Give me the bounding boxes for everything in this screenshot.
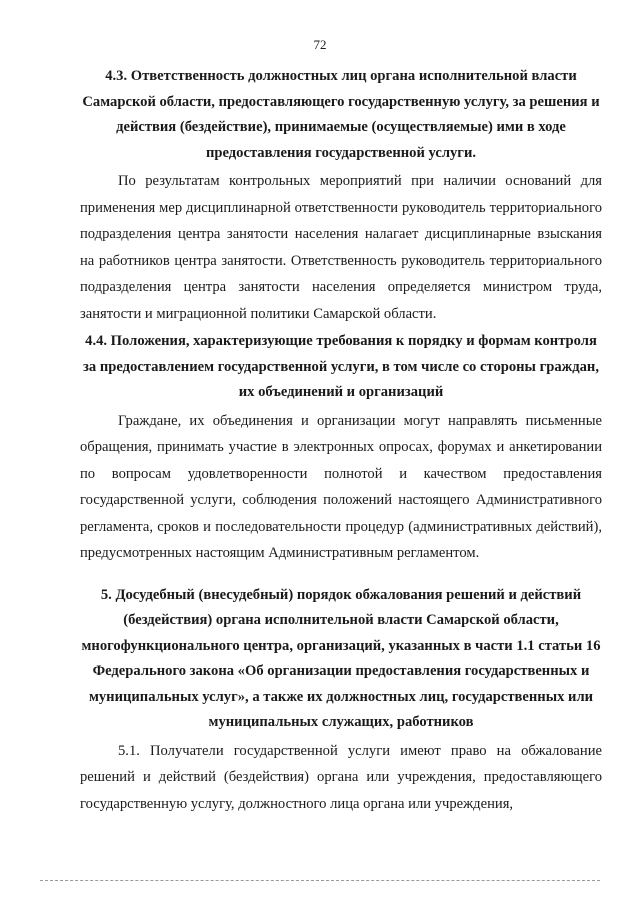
section-5-1-paragraph: 5.1. Получатели государственной услуги имеют право на обжалование решений и действий (бездействия) органа или учреждения, предоставляющего государственную услугу, должностного лица органа или учреждения, xyxy=(80,742,602,812)
section-5-heading: 5. Досудебный (внесудебный) порядок обжалования решений и действий (бездействия) органа исполнительной власти Самарской области, многофункционального центра, организаций, указанных в части 1.1 статьи 16 Федерального закона «Об организации предоставления государственных и муниципальных услуг», а также их должностных лиц, государственных или муниципальных служащих, работников xyxy=(81,586,601,730)
section-4-4-paragraph: Граждане, их объединения и организации могут направлять письменные обращения, принимать участие в электронных опросах, форумах и анкетировании по вопросам удовлетворенности полнотой и качеством предоставления государственной услуги, соблюдения положений настоящего Административного регламента, сроков и последовательности процедур (административных действий), предусмотренных настоящим Административным регламентом. xyxy=(80,412,602,561)
page-number: 72 xyxy=(313,37,327,52)
section-4-3-paragraph: По результатам контрольных мероприятий при наличии оснований для применения мер дисциплинарной ответственности руководитель территориального подразделения центра занятости населения налагает дисциплинарные взыскания на работников центра занятости. Ответственность руководитель территориального подразделения центра занятости населения определяется министром труда, занятости и миграционной политики Самарской области. xyxy=(80,173,602,322)
document-body xyxy=(80,64,602,817)
footer-divider xyxy=(40,880,600,881)
section-4-3-heading: 4.3. Ответственность должностных лиц органа исполнительной власти Самарской области, предоставляющего государственную услугу, за решения и действия (бездействие), принимаемые (осуществляемые) ими в ходе предоставления государственной услуги. xyxy=(82,68,600,161)
section-4-4-heading: 4.4. Положения, характеризующие требования к порядку и формам контроля за предоставлением государственной услуги, в том числе со стороны граждан, их объединений и организаций xyxy=(83,333,599,400)
